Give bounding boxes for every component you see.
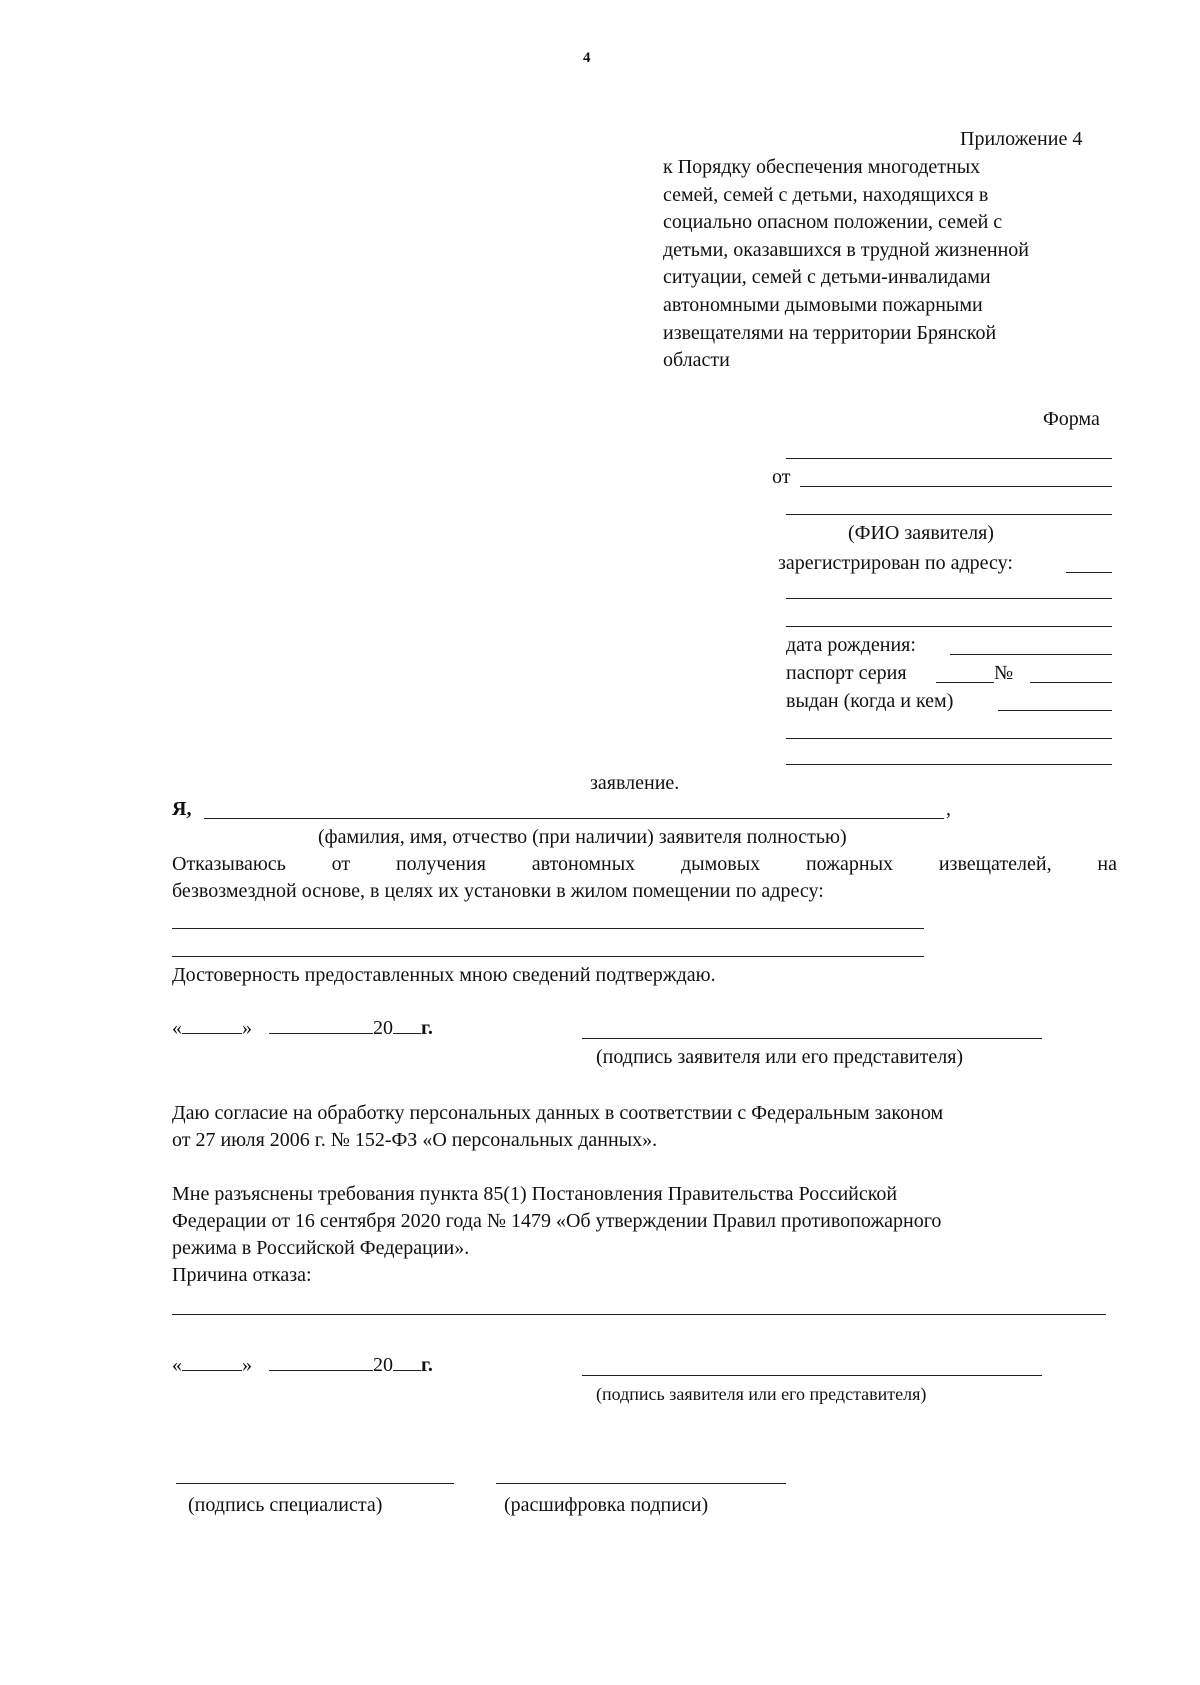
day-field[interactable]	[182, 1015, 242, 1034]
reason-label: Причина отказа:	[172, 1264, 312, 1286]
annex-reference	[663, 154, 1123, 375]
year-suffix: г.	[421, 1354, 433, 1376]
annex-line: семей, семей с детьми, находящихся в	[663, 183, 989, 206]
month-field[interactable]	[269, 1352, 373, 1371]
address-field-2[interactable]	[786, 598, 1112, 599]
refuse-text-line2: безвозмездной основе, в целях их установки в жилом помещении по адресу:	[172, 880, 824, 902]
annex-title: Приложение 4	[960, 128, 1083, 150]
annex-line: социально опасном положении, семей с	[663, 211, 1003, 234]
day-field[interactable]	[182, 1352, 242, 1371]
reason-field[interactable]	[172, 1314, 1106, 1315]
year-prefix: 20	[373, 1354, 393, 1376]
refuse-text-line1: Отказываюсь от получения автономных дымовых пожарных извещателей, на	[172, 853, 1117, 875]
page-number: 4	[583, 50, 591, 66]
passport-number-label: №	[994, 662, 1014, 684]
birth-date-field[interactable]	[950, 654, 1112, 655]
year-suffix: г.	[421, 1017, 433, 1039]
residence-address-field[interactable]	[172, 928, 924, 929]
applicant-signature-field-2[interactable]	[582, 1375, 1042, 1376]
name-caption: (фамилия, имя, отчество (при наличии) заявителя полностью)	[318, 826, 847, 848]
signature-caption-2: (подпись заявителя или его представителя)	[596, 1384, 927, 1404]
specialist-caption: (подпись специалиста)	[188, 1494, 383, 1516]
open-quote: «	[172, 1354, 182, 1376]
consent-line: Даю согласие на обработку персональных данных в соответствии с Федеральным законом	[172, 1102, 944, 1124]
open-quote: «	[172, 1017, 182, 1039]
issued-field-2[interactable]	[786, 738, 1112, 739]
month-field[interactable]	[269, 1015, 373, 1034]
annex-line: извещателями на территории Брянской	[663, 321, 997, 344]
applicant-line[interactable]	[786, 458, 1112, 459]
annex-line: к Порядку обеспечения многодетных	[663, 156, 981, 178]
passport-number-field[interactable]	[1030, 682, 1112, 683]
year-field[interactable]	[393, 1352, 421, 1371]
decode-caption: (расшифровка подписи)	[504, 1494, 709, 1516]
annex-line: ситуации, семей с детьми-инвалидами	[663, 266, 991, 289]
passport-series-label: паспорт серия	[786, 662, 907, 684]
applicant-name-field[interactable]	[800, 486, 1112, 487]
explained-line: режима в Российской Федерации».	[172, 1237, 470, 1259]
from-label: от	[772, 466, 791, 488]
explained-line: Мне разъяснены требования пункта 85(1) Постановления Правительства Российской	[172, 1183, 898, 1205]
address-field[interactable]	[1066, 572, 1112, 573]
consent-text	[172, 1100, 1117, 1154]
confirm-text: Достоверность предоставленных мною сведений подтверждаю.	[172, 964, 716, 986]
date-field-2[interactable]	[172, 1352, 433, 1379]
i-label: Я,	[172, 798, 192, 820]
annex-line: области	[663, 349, 730, 372]
i-comma: ,	[946, 798, 951, 820]
explained-line: Федерации от 16 сентября 2020 года № 1479 «Об утверждении Правил противопожарного	[172, 1210, 942, 1232]
signature-caption-1: (подпись заявителя или его представителя)	[596, 1046, 964, 1068]
passport-series-field[interactable]	[936, 682, 994, 683]
signature-decode-field[interactable]	[496, 1483, 786, 1484]
form-label: Форма	[1043, 408, 1100, 430]
applicant-name-field-2[interactable]	[786, 514, 1112, 515]
specialist-signature-field[interactable]	[176, 1483, 454, 1484]
close-quote: »	[242, 1354, 252, 1376]
explained-text	[172, 1181, 1117, 1262]
annex-line: автономными дымовыми пожарными	[663, 293, 983, 316]
annex-line: детьми, оказавшихся в трудной жизненной	[663, 238, 1029, 261]
close-quote: »	[242, 1017, 252, 1039]
year-field[interactable]	[393, 1015, 421, 1034]
residence-address-field-2[interactable]	[172, 956, 924, 957]
address-field-3[interactable]	[786, 626, 1112, 627]
fio-caption: (ФИО заявителя)	[848, 522, 994, 544]
birth-label: дата рождения:	[786, 634, 916, 656]
year-prefix: 20	[373, 1017, 393, 1039]
applicant-signature-field[interactable]	[582, 1038, 1042, 1039]
date-field-1[interactable]	[172, 1015, 433, 1042]
consent-line: от 27 июля 2006 г. № 152-ФЗ «О персональных данных».	[172, 1129, 658, 1151]
full-name-field[interactable]	[204, 818, 944, 819]
issued-label: выдан (когда и кем)	[786, 690, 954, 712]
registered-label: зарегистрирован по адресу:	[778, 552, 1013, 574]
issued-field-3[interactable]	[786, 764, 1112, 765]
statement-title: заявление.	[590, 772, 680, 794]
issued-field[interactable]	[998, 710, 1112, 711]
